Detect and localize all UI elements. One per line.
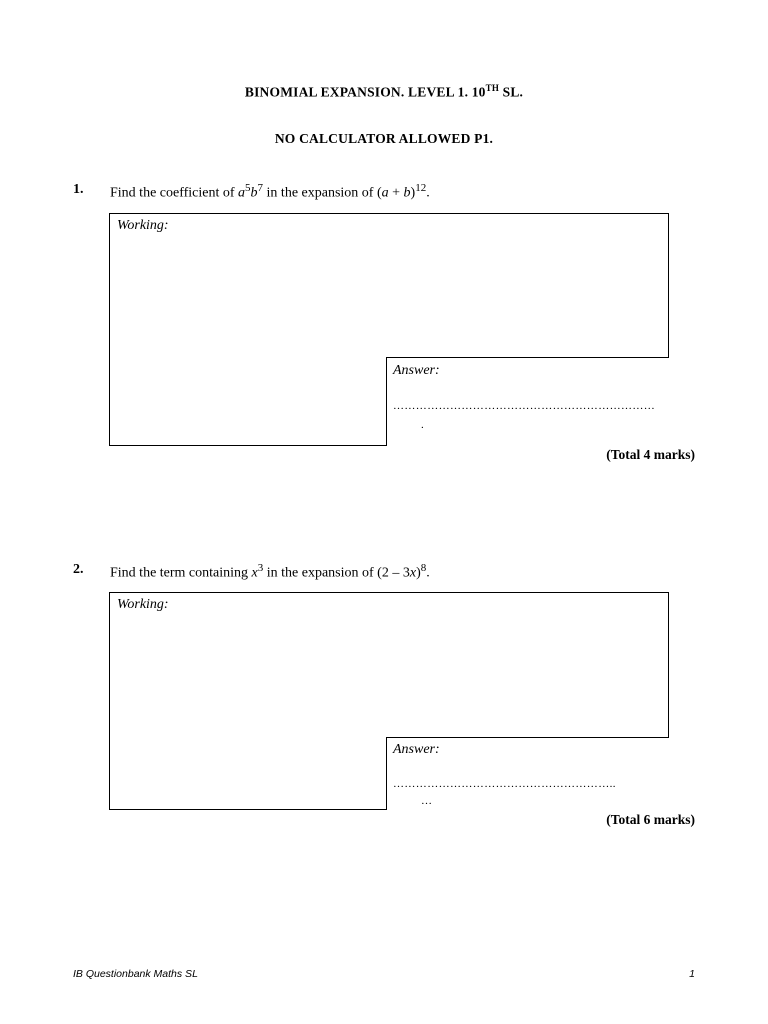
question-1-total-marks: (Total 4 marks) [606, 447, 695, 462]
question-1-number: 1. [73, 182, 84, 197]
question-2-number: 2. [73, 562, 84, 577]
question-1-working-label: Working: [117, 218, 169, 233]
page-title: BINOMIAL EXPANSION. LEVEL 1. 10TH SL. [244, 83, 524, 100]
question-2-answer-label: Answer: [393, 742, 440, 757]
question-2-working-label: Working: [117, 597, 169, 612]
question-1-text: Find the coefficient of $a^5b^7$ in the expansion of $(a + b)^{12}$. [110, 182, 430, 201]
question-1-answer-tail: . [421, 419, 425, 431]
page-subtitle: NO CALCULATOR ALLOWED P1. [274, 131, 494, 146]
question-2-answer-tail: … [421, 795, 433, 807]
question-1-answer-field[interactable]: …………………………………………………………… [393, 400, 656, 412]
question-2-total-marks: (Total 6 marks) [606, 812, 695, 827]
question-1-answer-label: Answer: [393, 363, 440, 378]
page-number: 1 [689, 968, 695, 980]
footer-source: IB Questionbank Maths SL [73, 968, 198, 980]
question-2-answer-field[interactable]: ………………………………………………….. [393, 778, 616, 790]
question-2-text: Find the term containing $x^3$ in the expansion of (2 – 3x)$^8$. [110, 562, 430, 581]
